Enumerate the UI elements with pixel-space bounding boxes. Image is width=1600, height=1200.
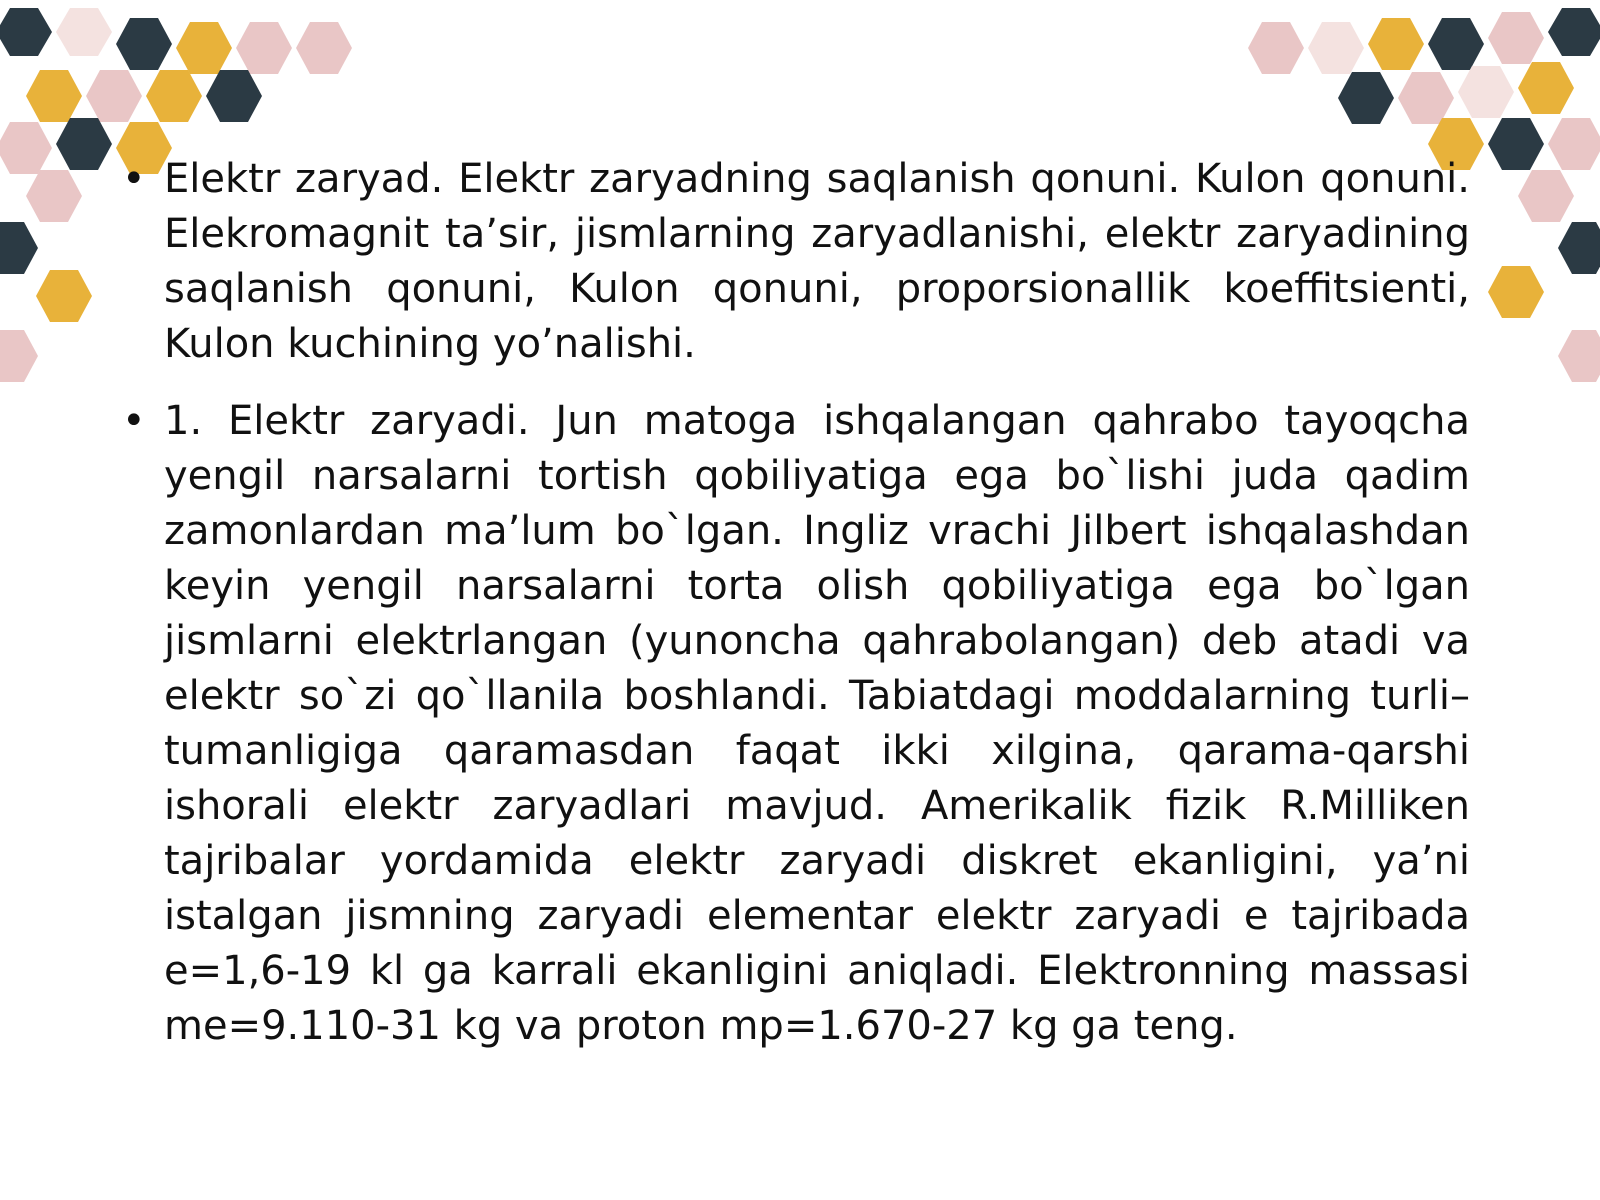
bullet-list xyxy=(120,152,1470,1054)
bullet-item xyxy=(120,394,1470,1054)
bullet-marker: • xyxy=(122,398,146,444)
bullet-marker: • xyxy=(122,156,146,202)
bullet-text: 1. Elektr zaryadi. Jun matoga ishqalangan qahrabo tayoqcha yengil narsalarni tortish qobiliyatiga ega bo`lishi juda qadim zamonlardan ma’lum bo`lgan. Ingliz vrachi Jilbert ishqalashdan keyin yengil narsalarni torta olish qobiliyatiga ega bo`lgan jismlarni elektrlangan (yunoncha qahrabolangan) deb atadi va elektr so`zi qo`llanila boshlandi. Tabiatdagi moddalarning turli–tumanligiga qaramasdan faqat ikki xilgina, qarama-qarshi ishorali elektr zaryadlari mavjud. Amerikalik fizik R.Milliken tajribalar yordamida elektr zaryadi diskret ekanligini, ya’ni istalgan jismning zaryadi elementar elektr zaryadi e tajribada e=1,6-19 kl ga karrali ekanligini aniqladi. Elektronning massasi me=9.110-31 kg va proton mp=1.670-27 kg ga teng. xyxy=(164,398,1470,1049)
bullet-item xyxy=(120,152,1470,372)
bullet-text: Elektr zaryad. Elektr zaryadning saqlanish qonuni. Kulon qonuni. Elekromagnit ta’sir, jismlarning zaryadlanishi, elektr zaryadining saqlanish qonuni, Kulon qonuni, proporsionallik koeffitsienti, Kulon kuchining yo’nalishi. xyxy=(164,156,1470,367)
slide-content xyxy=(120,152,1470,1076)
